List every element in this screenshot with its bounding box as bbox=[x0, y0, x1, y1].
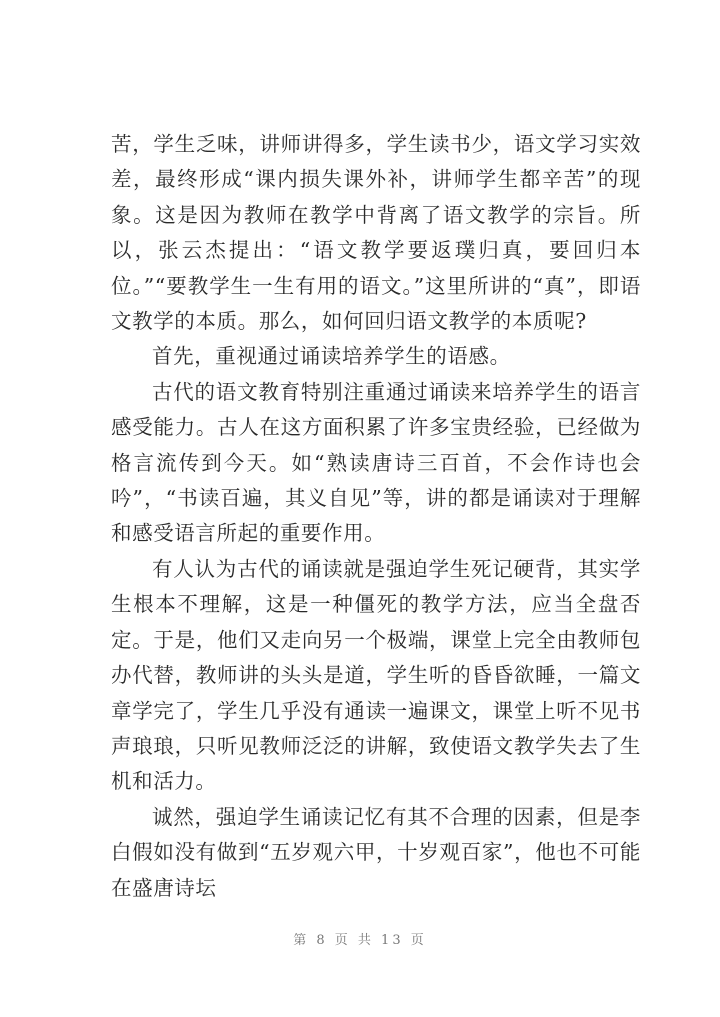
paragraph: 诚然，强迫学生诵读记忆有其不合理的因素，但是李白假如没有做到“五岁观六甲，十岁观百家”，他也不可能在盛唐诗坛 bbox=[111, 804, 641, 900]
paragraph: 有人认为古代的诵读就是强迫学生死记硬背，其实学生根本不理解，这是一种僵死的教学方法，应当全盘否定。于是，他们又走向另一个极端，课堂上完全由教师包办代替，教师讲的头头是道，学生听的昏昏欲睡，一篇文章学完了，学生几乎没有通读一遍课文，课堂上听不见书声琅琅，只听见教师泛泛的讲解，致使语文教学失去了生机和活力。 bbox=[111, 556, 641, 794]
paragraph: 首先，重视通过诵读培养学生的语感。 bbox=[152, 344, 511, 369]
paragraph: 古代的语文教育特别注重通过诵读来培养学生的语言感受能力。古人在这方面积累了许多宝贵经验，已经做为格言流传到今天。如“熟读唐诗三百首，不会作诗也会吟”，“书读百遍，其义自见”等，讲的都是诵读对于理解和感受语言所起的重要作用。 bbox=[111, 379, 641, 546]
page-number-footer: 第 8 页 共 13 页 bbox=[293, 933, 427, 948]
document-body bbox=[111, 127, 641, 906]
paragraph: 苦，学生乏味，讲师讲得多，学生读书少，语文学习实效差，最终形成“课内损失课外补，讲师学生都辛苦”的现象。这是因为教师在教学中背离了语文教学的宗旨。所以，张云杰提出：“语文教学要返璞归真，要回归本位。”“要教学生一生有用的语文。”这里所讲的“真”，即语文教学的本质。那么，如何回归语文教学的本质呢? bbox=[111, 132, 641, 334]
